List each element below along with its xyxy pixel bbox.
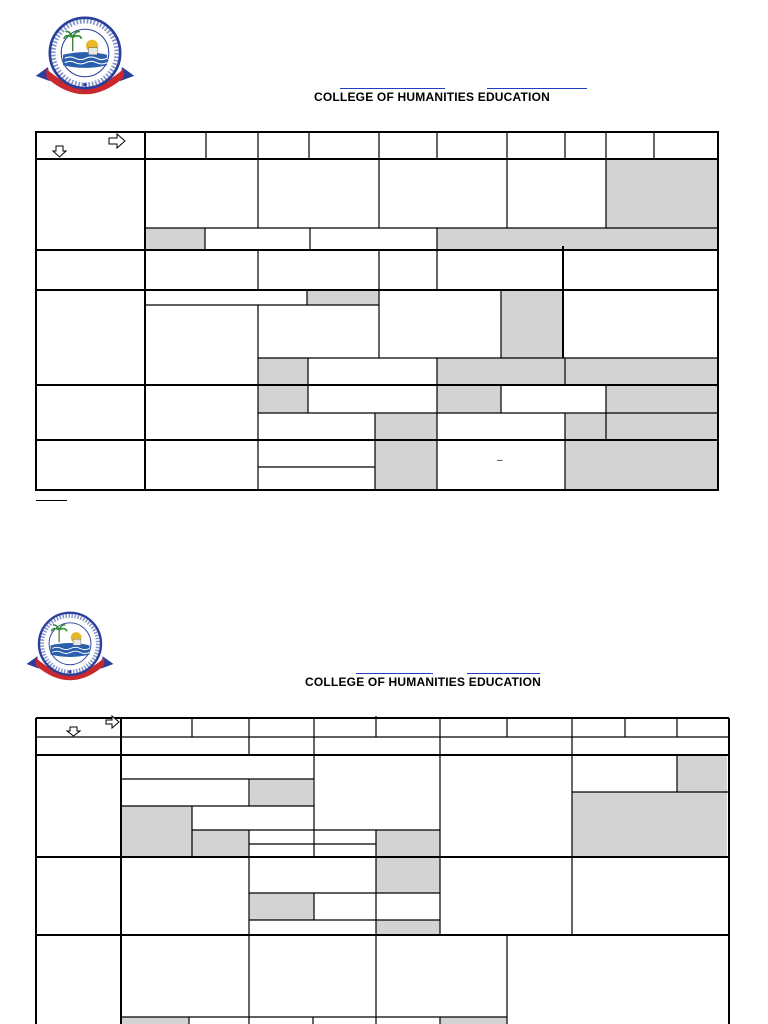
college-title: COLLEGE OF HUMANITIES EDUCATION bbox=[314, 90, 550, 104]
shaded-cells-2 bbox=[121, 756, 727, 1024]
table-dash: – bbox=[497, 455, 503, 466]
arrow-down-icon-2 bbox=[67, 727, 80, 736]
college-title-2: COLLEGE OF HUMANITIES EDUCATION bbox=[305, 675, 541, 689]
